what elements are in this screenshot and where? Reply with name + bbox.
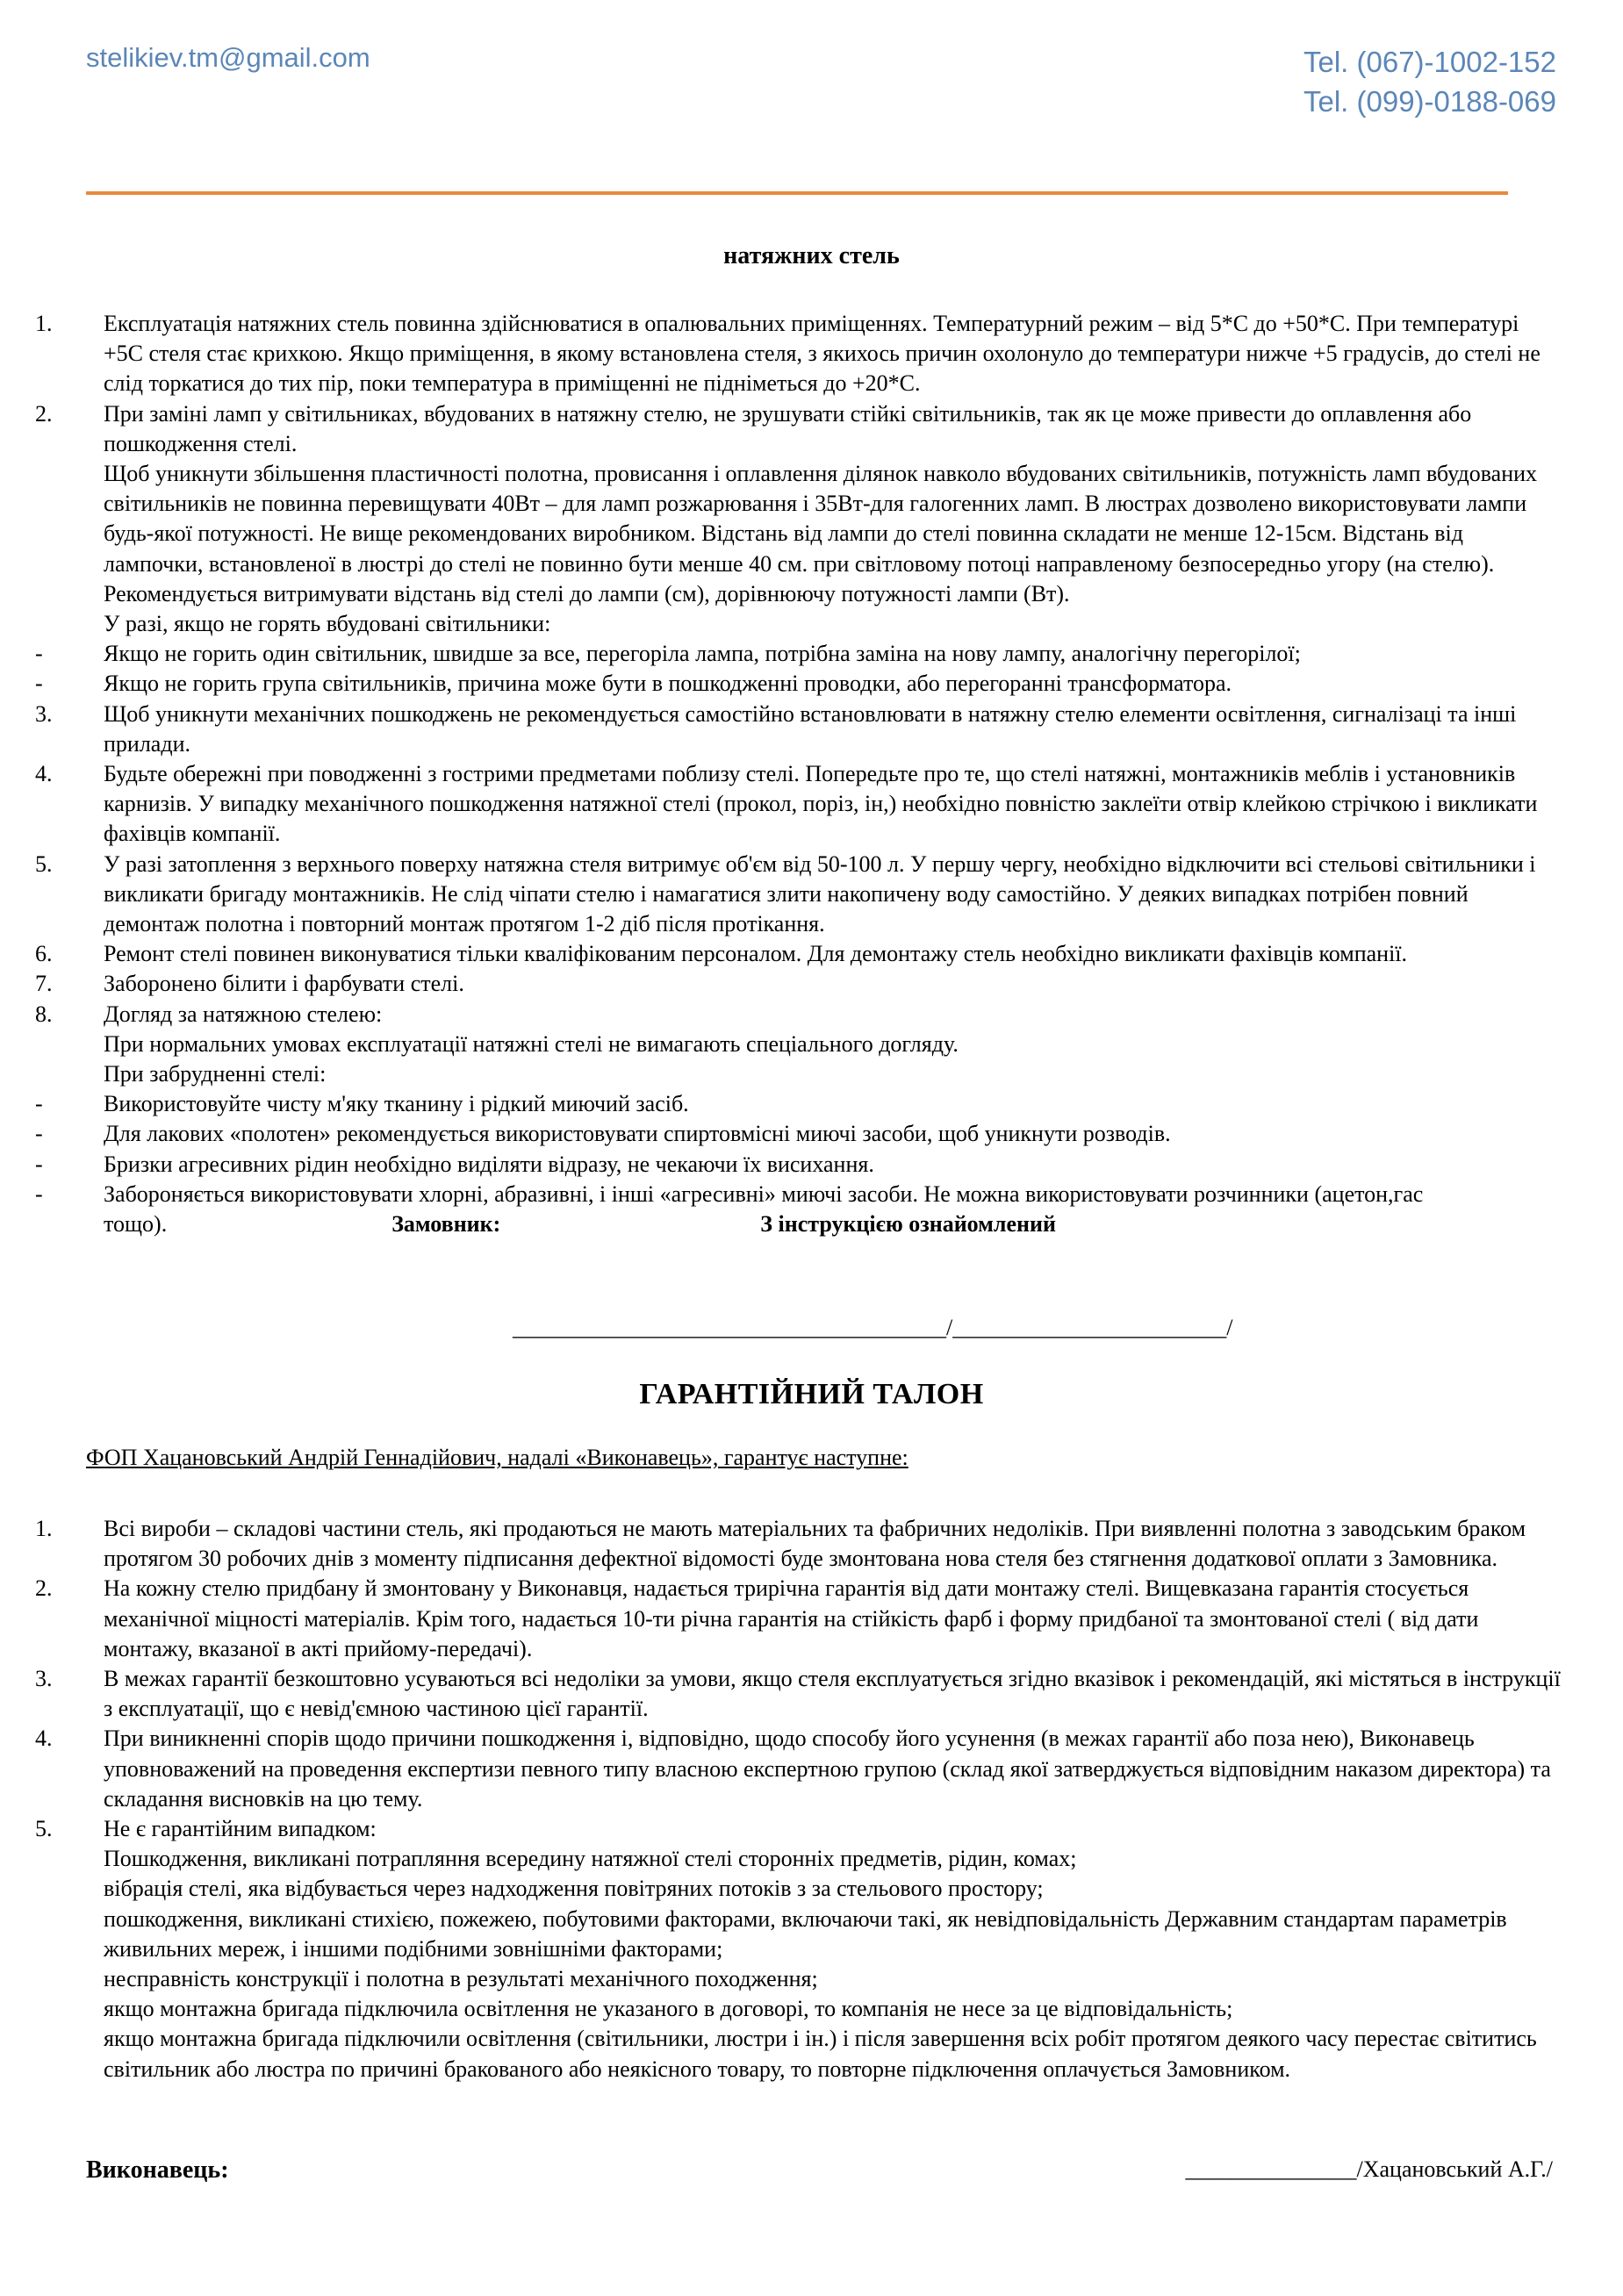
list-item <box>35 1874 1562 1904</box>
list-item <box>35 1059 1562 1089</box>
list-item-body: При виникненні спорів щодо причини пошкодження і, відповідно, щодо способу його усунення (в межах гарантії або поза нею), Виконавець уповноважений на проведення експертизи певного типу власною експертною групою (склад якої затверджується відповідним наказом директора) та складання висновків на цю тему. <box>104 1726 1551 1812</box>
list-item-body: Заборонено білити і фарбувати стелі. <box>104 971 464 997</box>
list-item-text <box>86 1089 1562 1119</box>
header-divider <box>86 191 1508 195</box>
list-item-text <box>35 1964 1562 1994</box>
list-marker: - <box>35 671 43 697</box>
list-item-text <box>86 669 1562 699</box>
list-marker: - <box>35 1180 43 1207</box>
list-item-body: Будьте обережні при поводженні з гострими предметами поблизу стелі. Попередьте про те, що стелі натяжні, монтажників меблів і установників карнизів. У випадку механічного пошкодження натяжної стелі (прокол, поріз, ін,) необхідно повністю заклеїти отвір клейкою стрічкою і викликати фахівців компанії. <box>104 761 1538 847</box>
list-item-body: При заміні ламп у світильниках, вбудованих в натяжну стелю, не зрушувати стійкі світильників, так як це може привести до оплавлення або пошкодження стелі. <box>104 400 1472 456</box>
list-item-body: несправність конструкції і полотна в результаті механічного походження; <box>104 1966 818 1992</box>
list-item <box>35 639 1562 669</box>
list-item <box>35 700 1562 759</box>
list-marker: - <box>35 641 43 667</box>
list-item <box>35 1844 1562 1874</box>
list-item <box>35 1030 1562 1059</box>
header-phones <box>1303 42 1556 121</box>
contractor-label: Виконавець: <box>86 2156 229 2184</box>
customer-label: Замовник: <box>391 1211 501 1238</box>
header-phone-2[interactable]: Tel. (099)-0188-069 <box>1303 85 1556 118</box>
list-item-text <box>35 609 1562 639</box>
list-item <box>35 669 1562 699</box>
list-marker: 5. <box>35 1816 53 1842</box>
list-item-text <box>86 1514 1562 1574</box>
list-item-body: Якщо не горить група світильників, причина може бути в пошкодженні проводки, або перегоранні трансформатора. <box>104 671 1232 697</box>
list-item <box>35 1119 1562 1149</box>
list-item <box>35 1724 1562 1814</box>
list-item-body: Щоб уникнути механічних пошкоджень не рекомендується самостійно встановлювати в натяжну стелю елементи освітлення, сигналізаці та інші прилади. <box>104 700 1517 757</box>
list-marker: 4. <box>35 761 53 787</box>
list-item-body: якщо монтажна бригада підключила освітлення не указаного в договорі, то компанія не несе за це відповідальність; <box>104 1996 1233 2022</box>
list-item-text <box>86 939 1562 969</box>
list-item-text <box>86 1150 1562 1180</box>
list-item-text <box>86 969 1562 999</box>
list-item-text <box>86 639 1562 669</box>
list-item-body: У разі, якщо не горять вбудовані світильники: <box>104 611 551 637</box>
list-item-body: Використовуйте чисту м'яку тканину і рідкий миючий засіб. <box>104 1091 689 1117</box>
contractor-signature: _______________/Хацановський А.Г./ <box>1185 2156 1553 2182</box>
list-item-text <box>86 1724 1562 1814</box>
list-item-body: Експлуатація натяжних стель повинна здійснюватися в опалювальних приміщеннях. Температурний режим – від 5*С до +50*С. При температурі +5С стеля стає крихкою. Якщо приміщення, в якому встановлена стеля, з якихось причин охолонуло до температури нижче +5 градусів, до стелі не слід торкатися до тих пір, поки температура в приміщенні не підніметься до +20*С. <box>104 311 1540 397</box>
list-item-text <box>86 1574 1562 1664</box>
list-item-body: вібрація стелі, яка відбувається через надходження повітряних потоків з за стельового простору; <box>104 1876 1044 1902</box>
list-marker: 2. <box>35 400 53 427</box>
list-item-text <box>86 1119 1562 1149</box>
list-item <box>35 309 1562 399</box>
list-item-text <box>86 1664 1562 1724</box>
list-item-body: Догляд за натяжною стелею: <box>104 1001 383 1027</box>
list-item-body: Ремонт стелі повинен виконуватися тільки кваліфікованим персоналом. Для демонтажу стель необхідно викликати фахівців компанії. <box>104 941 1408 967</box>
list-item-text <box>86 1000 1562 1030</box>
list-item-text <box>86 1180 1562 1239</box>
list-item-body: В межах гарантії безкоштовно усуваються всі недоліки за умови, якщо стеля експлуатується згідно вказівок і рекомендацій, які містяться в інструкції з експлуатації, що є невід'ємною частиною цієї гарантії. <box>104 1666 1561 1722</box>
list-item <box>35 1089 1562 1119</box>
list-marker: - <box>35 1091 43 1117</box>
header-email[interactable]: stelikiev.tm@gmail.com <box>86 42 370 73</box>
list-item-text <box>86 309 1562 399</box>
list-item-body: При забрудненні стелі: <box>104 1061 327 1087</box>
list-marker: - <box>35 1151 43 1177</box>
list-item-body: пошкодження, викликані стихією, пожежею, побутовими факторами, включаючи такі, як невідповідальність Державним стандартам параметрів живильних мереж, і іншими подібними зовнішніми факторами; <box>104 1905 1507 1962</box>
list-item-text <box>35 1844 1562 1874</box>
list-marker: 3. <box>35 1666 53 1692</box>
warranty-intro: ФОП Хацановський Андрій Геннадійович, надалі «Виконавець», гарантує наступне: <box>86 1445 908 1470</box>
list-item-text <box>35 1994 1562 2024</box>
list-item <box>35 850 1562 940</box>
list-item-body: На кожну стелю придбану й змонтовану у Виконавця, надається трирічна гарантія від дати монтажу стелі. Вищевказана гарантія стосується механічної міцності матеріалів. Крім того, надається 10-ти річна гарантія на стійкість фарб і форму придбаної та змонтованої стелі ( від дати монтажу, вказаної в акті прийому-передачі). <box>104 1575 1479 1661</box>
list-marker: 7. <box>35 971 53 997</box>
list-item <box>35 609 1562 639</box>
list-item-body: Забороняється використовувати хлорні, абразивні, і інші «агресивні» миючі засоби. Не можна використовувати розчинники (ацетон,гас тощо). <box>104 1180 1424 1238</box>
list-item <box>35 969 1562 999</box>
list-marker: 6. <box>35 941 53 967</box>
list-item <box>35 759 1562 850</box>
list-item-body: Якщо не горить один світильник, швидше за все, перегоріла лампа, потрібна заміна на нову лампу, аналогічну перегорілої; <box>104 641 1301 667</box>
list-item <box>35 1994 1562 2024</box>
list-marker: 3. <box>35 700 53 727</box>
list-marker: 2. <box>35 1575 53 1602</box>
list-item <box>35 1514 1562 1574</box>
list-item <box>35 1664 1562 1724</box>
list-item-text <box>35 1030 1562 1059</box>
list-item-text <box>35 1905 1562 1964</box>
list-item-text <box>35 1874 1562 1904</box>
list-item-body: У разі затоплення з верхнього поверху натяжна стеля витримує об'єм від 50-100 л. У першу чергу, необхідно відключити всі стельові світильники і викликати бригаду монтажників. Не слід чіпати стелю і намагатися злити накопичену воду самостійно. У деяких випадках потрібен повний демонтаж полотна і повторний монтаж протягом 1-2 діб після протікання. <box>104 850 1536 937</box>
list-item-body: При нормальних умовах експлуатації натяжні стелі не вимагають спеціального догляду. <box>104 1030 959 1057</box>
list-item-text <box>86 399 1562 459</box>
list-item-text <box>86 759 1562 850</box>
list-item <box>35 399 1562 459</box>
list-marker: 4. <box>35 1726 53 1752</box>
list-item <box>35 1150 1562 1180</box>
list-marker: 5. <box>35 850 53 877</box>
list-item-text <box>35 459 1562 609</box>
list-item <box>35 2024 1562 2084</box>
list-item <box>35 459 1562 609</box>
list-marker: 1. <box>35 311 53 336</box>
warranty-title: ГАРАНТІЙНИЙ ТАЛОН <box>639 1378 984 1410</box>
list-item-body: Бризки агресивних рідин необхідно виділяти відразу, не чекаючи їх висихання. <box>104 1151 874 1177</box>
list-marker: 1. <box>35 1516 53 1541</box>
acknowledged-text: З інструкцією ознайомлений <box>760 1211 1056 1238</box>
list-item-body: Щоб уникнути збільшення пластичності полотна, провисання і оплавлення ділянок навколо вбудованих світильників, потужність ламп вбудованих світильників не повинна перевищувати 40Вт – для ламп розжарювання і 35Вт-для галогенних ламп. В люстрах дозволено використовувати лампи будь-якої потужності. Не вище рекомендованих виробником. Відстань від лампи до стелі повинна складати не менше 12-15см. Відстань від лампочки, встановленої в люстрі до стелі не повинно бути менше 40 см. при світловому потоці направленому безпосередньо угору (на стелю). Рекомендується витримувати відстань від стелі до лампи (см), дорівнюючу потужності лампи (Вт). <box>104 461 1538 606</box>
list-item-body: якщо монтажна бригада підключили освітлення (світильники, люстри і ін.) і після завершення всіх робіт протягом деякого часу перестає світитись світильник або люстра по причині бракованого або неякісного товару, то повторне підключення оплачується Замовником. <box>104 2026 1537 2082</box>
list-item <box>35 939 1562 969</box>
list-item-body: Всі вироби – складові частини стель, які продаються не мають матеріальних та фабричних недоліків. При виявленні полотна з заводським браком протягом 30 робочих днів з моменту підписання дефектної відомості буде змонтована нова стеля без стягнення додаткової оплати з Замовника. <box>104 1516 1526 1572</box>
document-title: натяжних стель <box>723 242 900 269</box>
list-item <box>35 1000 1562 1030</box>
list-item-text <box>35 2024 1562 2084</box>
list-item <box>35 1905 1562 1964</box>
list-marker: - <box>35 1121 43 1147</box>
list-item-text <box>86 1814 1562 1844</box>
list-item <box>35 1574 1562 1664</box>
signature-line: ______________________________________/________________________/ <box>513 1315 1233 1340</box>
list-item-text <box>86 700 1562 759</box>
warranty-list <box>35 1514 1562 2084</box>
list-item-body: Не є гарантійним випадком: <box>104 1816 377 1842</box>
list-item-body: Для лакових «полотен» рекомендується використовувати спиртовмісні миючі засоби, щоб уникнути розводів. <box>104 1121 1171 1147</box>
list-marker: 8. <box>35 1001 53 1027</box>
list-item-text <box>35 1059 1562 1089</box>
list-item-text <box>86 850 1562 940</box>
list-item <box>35 1814 1562 1844</box>
header-phone-1[interactable]: Tel. (067)-1002-152 <box>1303 46 1556 78</box>
list-item-body: Пошкодження, викликані потрапляння всередину натяжної стелі сторонніх предметів, рідин, комах; <box>104 1846 1077 1872</box>
list-item <box>35 1964 1562 1994</box>
list-item <box>35 1180 1562 1239</box>
instructions-list <box>35 309 1562 1239</box>
